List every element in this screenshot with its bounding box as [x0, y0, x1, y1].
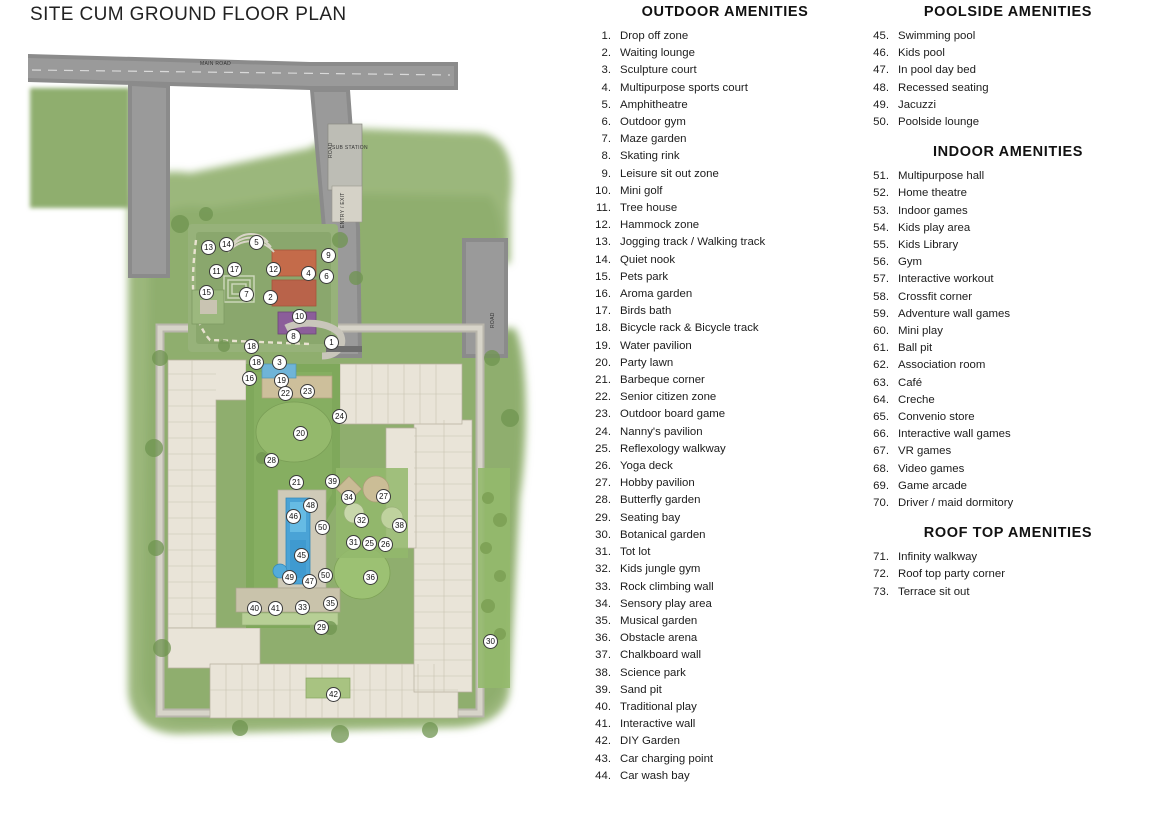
item-label: Creche — [898, 393, 935, 406]
map-marker[interactable]: 46 — [286, 509, 301, 524]
list-item[interactable] — [868, 254, 1148, 271]
list-item[interactable] — [590, 647, 860, 664]
item-label: Obstacle arena — [620, 632, 698, 645]
map-marker[interactable]: 10 — [292, 309, 307, 324]
item-number: 54. — [873, 221, 889, 234]
list-item[interactable] — [590, 269, 860, 286]
list-item[interactable] — [590, 613, 860, 630]
item-number: 72. — [873, 568, 889, 581]
map-marker[interactable]: 18 — [249, 355, 264, 370]
list-item[interactable] — [868, 426, 1148, 443]
item-number: 37. — [595, 649, 611, 662]
item-label: DIY Garden — [620, 735, 680, 748]
item-number: 15. — [595, 270, 611, 283]
item-number: 19. — [595, 339, 611, 352]
list-item[interactable] — [868, 62, 1148, 79]
map-marker[interactable]: 48 — [303, 498, 318, 513]
map-marker[interactable]: 50 — [318, 568, 333, 583]
map-marker[interactable]: 35 — [323, 596, 338, 611]
list-item[interactable] — [868, 220, 1148, 237]
list-item[interactable] — [868, 478, 1148, 495]
item-number: 30. — [595, 528, 611, 541]
list-item[interactable] — [868, 375, 1148, 392]
map-marker[interactable]: 30 — [483, 634, 498, 649]
item-label: Party lawn — [620, 356, 674, 369]
item-number: 16. — [595, 288, 611, 301]
map-marker[interactable]: 31 — [346, 535, 361, 550]
item-number: 39. — [595, 683, 611, 696]
list-item[interactable] — [590, 716, 860, 733]
list-item[interactable] — [590, 166, 860, 183]
map-marker[interactable]: 15 — [199, 285, 214, 300]
list-item[interactable] — [590, 252, 860, 269]
map-marker[interactable]: 39 — [325, 474, 340, 489]
list-item[interactable] — [868, 185, 1148, 202]
map-marker[interactable]: 49 — [282, 570, 297, 585]
list-item[interactable] — [868, 97, 1148, 114]
item-number: 31. — [595, 546, 611, 559]
list-item[interactable] — [868, 28, 1148, 45]
list-item[interactable] — [590, 286, 860, 303]
item-number: 52. — [873, 187, 889, 200]
item-number: 73. — [873, 585, 889, 598]
item-label: Sand pit — [620, 683, 662, 696]
map-marker[interactable]: 41 — [268, 601, 283, 616]
item-label: Multipurpose hall — [898, 170, 985, 183]
item-label: Car wash bay — [620, 769, 690, 782]
item-label: Senior citizen zone — [620, 391, 717, 404]
item-label: Butterfly garden — [620, 494, 701, 507]
item-number: 40. — [595, 700, 611, 713]
item-label: Home theatre — [898, 187, 968, 200]
list-item[interactable] — [868, 271, 1148, 288]
item-number: 5. — [601, 98, 611, 111]
item-number: 45. — [873, 30, 889, 42]
list-item[interactable] — [590, 544, 860, 561]
item-label: Barbeque corner — [620, 374, 705, 387]
item-label: Car charging point — [620, 752, 714, 765]
map-marker[interactable]: 24 — [332, 409, 347, 424]
list-item[interactable] — [868, 566, 1148, 583]
item-label: Musical garden — [620, 614, 698, 627]
item-number: 47. — [873, 64, 889, 77]
map-marker[interactable]: 6 — [319, 269, 334, 284]
legend-list-outdoor — [590, 28, 860, 785]
item-label: Association room — [898, 359, 986, 372]
site-map-graphic — [10, 28, 570, 818]
list-item[interactable] — [590, 114, 860, 131]
item-number: 8. — [601, 150, 611, 163]
item-label: Science park — [620, 666, 686, 679]
item-number: 3. — [601, 64, 611, 77]
item-number: 35. — [595, 614, 611, 627]
list-item[interactable] — [590, 28, 860, 45]
item-number: 24. — [595, 425, 611, 438]
item-label: Waiting lounge — [620, 47, 695, 60]
item-number: 23. — [595, 408, 611, 421]
map-marker[interactable]: 28 — [264, 453, 279, 468]
item-label: Recessed seating — [898, 81, 989, 94]
map-marker[interactable]: 9 — [321, 248, 336, 263]
map-marker[interactable]: 42 — [326, 687, 341, 702]
item-number: 12. — [595, 219, 611, 232]
item-label: Swimming pool — [898, 30, 976, 42]
page-title: SITE CUM GROUND FLOOR PLAN — [30, 4, 347, 25]
list-item[interactable] — [868, 168, 1148, 185]
map-marker[interactable]: 11 — [209, 264, 224, 279]
item-number: 43. — [595, 752, 611, 765]
list-item[interactable] — [868, 461, 1148, 478]
item-label: Outdoor gym — [620, 116, 686, 129]
list-item[interactable] — [590, 97, 860, 114]
list-item[interactable] — [590, 148, 860, 165]
list-item[interactable] — [590, 682, 860, 699]
item-number: 22. — [595, 391, 611, 404]
item-number: 20. — [595, 356, 611, 369]
item-label: Hobby pavilion — [620, 477, 695, 490]
list-item[interactable] — [590, 131, 860, 148]
item-number: 44. — [595, 769, 611, 782]
item-number: 41. — [595, 718, 611, 731]
list-item[interactable] — [590, 699, 860, 716]
item-label: Poolside lounge — [898, 116, 980, 129]
list-item[interactable] — [868, 289, 1148, 306]
map-label-road-left: ROAD — [328, 142, 334, 158]
map-marker[interactable]: 8 — [286, 329, 301, 344]
item-number: 68. — [873, 462, 889, 475]
item-label: Mini play — [898, 325, 943, 338]
item-number: 26. — [595, 460, 611, 473]
item-number: 56. — [873, 256, 889, 269]
map-marker[interactable]: 36 — [363, 570, 378, 585]
item-label: Outdoor board game — [620, 408, 726, 421]
item-number: 64. — [873, 393, 889, 406]
list-item[interactable] — [868, 495, 1148, 512]
item-label: Traditional play — [620, 700, 697, 713]
item-label: Crossfit corner — [898, 290, 973, 303]
list-item[interactable] — [590, 389, 860, 406]
list-item[interactable] — [590, 441, 860, 458]
map-marker[interactable]: 7 — [239, 287, 254, 302]
map-marker[interactable]: 19 — [274, 373, 289, 388]
list-item[interactable] — [590, 424, 860, 441]
item-number: 57. — [873, 273, 889, 286]
list-item[interactable] — [590, 561, 860, 578]
item-number: 4. — [601, 81, 611, 94]
item-label: Video games — [898, 462, 965, 475]
item-number: 34. — [595, 597, 611, 610]
item-label: Tot lot — [620, 546, 651, 559]
item-number: 66. — [873, 428, 889, 441]
list-item[interactable] — [868, 114, 1148, 131]
map-marker[interactable]: 25 — [362, 536, 377, 551]
item-number: 70. — [873, 497, 889, 510]
list-item[interactable] — [590, 234, 860, 251]
map-marker[interactable]: 45 — [294, 548, 309, 563]
item-label: Yoga deck — [620, 460, 673, 473]
item-number: 58. — [873, 290, 889, 303]
legend-heading-rooftop: ROOF TOP AMENITIES — [923, 525, 1093, 542]
list-item[interactable] — [590, 579, 860, 596]
item-number: 1. — [601, 30, 611, 42]
list-item[interactable] — [590, 62, 860, 79]
map-marker[interactable]: 27 — [376, 489, 391, 504]
item-number: 11. — [596, 202, 611, 215]
item-number: 62. — [873, 359, 889, 372]
item-label: Jogging track / Walking track — [620, 236, 766, 249]
legend-list-poolside — [868, 28, 1148, 131]
item-label: Nanny's pavilion — [620, 425, 703, 438]
list-item[interactable] — [590, 733, 860, 750]
item-number: 27. — [595, 477, 611, 490]
item-number: 53. — [873, 204, 889, 217]
item-label: Water pavilion — [620, 339, 692, 352]
list-item[interactable] — [590, 355, 860, 372]
list-item[interactable] — [868, 80, 1148, 97]
list-item[interactable] — [590, 200, 860, 217]
item-label: Leisure sit out zone — [620, 167, 719, 180]
item-number: 49. — [873, 98, 889, 111]
map-marker[interactable]: 4 — [301, 266, 316, 281]
map-marker[interactable]: 33 — [295, 600, 310, 615]
item-number: 29. — [595, 511, 611, 524]
map-marker[interactable]: 26 — [378, 537, 393, 552]
item-number: 42. — [595, 735, 611, 748]
item-label: VR games — [898, 445, 952, 458]
item-label: Interactive workout — [898, 273, 994, 286]
map-marker[interactable]: 18 — [244, 339, 259, 354]
map-marker[interactable]: 17 — [227, 262, 242, 277]
item-number: 65. — [873, 411, 889, 424]
item-number: 36. — [595, 632, 611, 645]
list-item[interactable] — [868, 357, 1148, 374]
map-label-road-right: ROAD — [490, 312, 496, 328]
item-number: 67. — [873, 445, 889, 458]
item-number: 51. — [873, 170, 889, 183]
item-number: 48. — [873, 81, 889, 94]
item-number: 18. — [595, 322, 611, 335]
list-item[interactable] — [590, 768, 860, 785]
item-label: In pool day bed — [898, 64, 976, 77]
item-number: 7. — [601, 133, 611, 146]
map-label-main-road: MAIN ROAD — [200, 61, 232, 67]
item-label: Tree house — [620, 202, 678, 215]
map-marker[interactable]: 14 — [219, 237, 234, 252]
item-label: Terrace sit out — [898, 585, 970, 598]
map-marker[interactable]: 2 — [263, 290, 278, 305]
list-item[interactable] — [590, 217, 860, 234]
item-label: Interactive wall games — [898, 428, 1011, 441]
item-label: Quiet nook — [620, 253, 676, 266]
legend-heading-indoor: INDOOR AMENITIES — [932, 144, 1084, 161]
list-item[interactable] — [590, 45, 860, 62]
list-item[interactable] — [868, 237, 1148, 254]
list-item[interactable] — [590, 475, 860, 492]
item-number: 69. — [873, 479, 889, 492]
map-marker[interactable]: 50 — [315, 520, 330, 535]
item-number: 10. — [595, 184, 611, 197]
item-label: Skating rink — [620, 150, 680, 163]
item-label: Bicycle rack & Bicycle track — [620, 322, 759, 335]
list-item[interactable] — [868, 323, 1148, 340]
item-label: Game arcade — [898, 479, 968, 492]
legend-list-indoor — [868, 168, 1148, 512]
list-item[interactable] — [590, 527, 860, 544]
item-label: Indoor games — [898, 204, 968, 217]
item-label: Multipurpose sports court — [620, 81, 748, 94]
list-item[interactable] — [590, 183, 860, 200]
item-label: Ball pit — [898, 342, 933, 355]
item-label: Rock climbing wall — [620, 580, 714, 593]
item-label: Aroma garden — [620, 288, 693, 301]
map-marker[interactable]: 16 — [242, 371, 257, 386]
item-label: Kids play area — [898, 221, 971, 234]
list-item[interactable] — [868, 203, 1148, 220]
map-marker[interactable]: 38 — [392, 518, 407, 533]
item-label: Gym — [898, 256, 923, 269]
item-label: Drop off zone — [620, 30, 689, 42]
list-item[interactable] — [590, 303, 860, 320]
map-marker[interactable]: 34 — [341, 490, 356, 505]
map-marker[interactable]: 21 — [289, 475, 304, 490]
item-number: 50. — [873, 116, 889, 129]
item-label: Hammock zone — [620, 219, 700, 232]
item-label: Interactive wall — [620, 718, 696, 731]
list-item[interactable] — [868, 45, 1148, 62]
map-marker[interactable]: 32 — [354, 513, 369, 528]
map-marker[interactable]: 23 — [300, 384, 315, 399]
item-label: Café — [898, 376, 923, 389]
item-number: 46. — [873, 47, 889, 60]
item-number: 6. — [601, 116, 611, 129]
item-number: 2. — [601, 47, 611, 60]
item-label: Botanical garden — [620, 528, 706, 541]
item-number: 21. — [595, 374, 611, 387]
item-label: Sensory play area — [620, 597, 712, 610]
list-item[interactable] — [590, 320, 860, 337]
list-item[interactable] — [868, 409, 1148, 426]
list-item[interactable] — [868, 340, 1148, 357]
list-item[interactable] — [590, 751, 860, 768]
item-label: Jacuzzi — [898, 98, 936, 111]
map-marker[interactable]: 47 — [302, 574, 317, 589]
map-marker[interactable]: 5 — [249, 235, 264, 250]
list-item[interactable] — [590, 665, 860, 682]
legend-column-secondary — [868, 4, 1148, 601]
item-number: 55. — [873, 239, 889, 252]
item-label: Convenio store — [898, 411, 975, 424]
list-item[interactable] — [868, 306, 1148, 323]
item-number: 32. — [595, 563, 611, 576]
list-item[interactable] — [868, 443, 1148, 460]
item-label: Maze garden — [620, 133, 687, 146]
item-number: 13. — [595, 236, 611, 249]
item-label: Infinity walkway — [898, 551, 978, 564]
list-item[interactable] — [590, 458, 860, 475]
item-label: Seating bay — [620, 511, 681, 524]
map-marker[interactable]: 1 — [324, 335, 339, 350]
item-label: Roof top party corner — [898, 568, 1005, 581]
item-label: Amphitheatre — [620, 98, 688, 111]
item-number: 9. — [601, 167, 611, 180]
list-item[interactable] — [868, 392, 1148, 409]
item-number: 33. — [595, 580, 611, 593]
item-label: Driver / maid dormitory — [898, 497, 1014, 510]
item-label: Kids jungle gym — [620, 563, 701, 576]
list-item[interactable] — [868, 549, 1148, 566]
item-label: Adventure wall games — [898, 307, 1011, 320]
item-label: Reflexology walkway — [620, 442, 726, 455]
item-label: Kids pool — [898, 47, 945, 60]
map-marker[interactable]: 13 — [201, 240, 216, 255]
list-item[interactable] — [590, 80, 860, 97]
list-item[interactable] — [590, 510, 860, 527]
item-label: Birds bath — [620, 305, 672, 318]
item-number: 38. — [595, 666, 611, 679]
item-label: Sculpture court — [620, 64, 697, 77]
list-item[interactable] — [590, 406, 860, 423]
item-number: 17. — [595, 305, 611, 318]
map-marker[interactable]: 40 — [247, 601, 262, 616]
item-number: 60. — [873, 325, 889, 338]
list-item[interactable] — [590, 492, 860, 509]
item-label: Pets park — [620, 270, 669, 283]
legend-heading-poolside: POOLSIDE AMENITIES — [923, 4, 1093, 20]
map-marker[interactable]: 12 — [266, 262, 281, 277]
site-map[interactable] — [10, 28, 570, 818]
item-number: 59. — [873, 307, 889, 320]
map-marker[interactable]: 22 — [278, 386, 293, 401]
item-label: Kids Library — [898, 239, 959, 252]
item-label: Chalkboard wall — [620, 649, 702, 662]
item-label: Mini golf — [620, 184, 663, 197]
legend-heading-outdoor: OUTDOOR AMENITIES — [641, 4, 809, 20]
list-item[interactable] — [868, 584, 1148, 601]
list-item[interactable] — [590, 338, 860, 355]
map-marker[interactable]: 3 — [272, 355, 287, 370]
item-number: 71. — [873, 551, 889, 564]
map-label-sub-station: SUB STATION — [332, 145, 368, 151]
list-item[interactable] — [590, 630, 860, 647]
map-marker[interactable]: 20 — [293, 426, 308, 441]
item-number: 14. — [595, 253, 611, 266]
legend-column-outdoor — [590, 4, 860, 785]
item-number: 63. — [873, 376, 889, 389]
map-label-entry-exit: ENTRY / EXIT — [340, 192, 346, 228]
legend-list-rooftop — [868, 549, 1148, 601]
map-marker[interactable]: 29 — [314, 620, 329, 635]
list-item[interactable] — [590, 372, 860, 389]
item-number: 61. — [873, 342, 889, 355]
item-number: 25. — [595, 442, 611, 455]
list-item[interactable] — [590, 596, 860, 613]
item-number: 28. — [595, 494, 611, 507]
